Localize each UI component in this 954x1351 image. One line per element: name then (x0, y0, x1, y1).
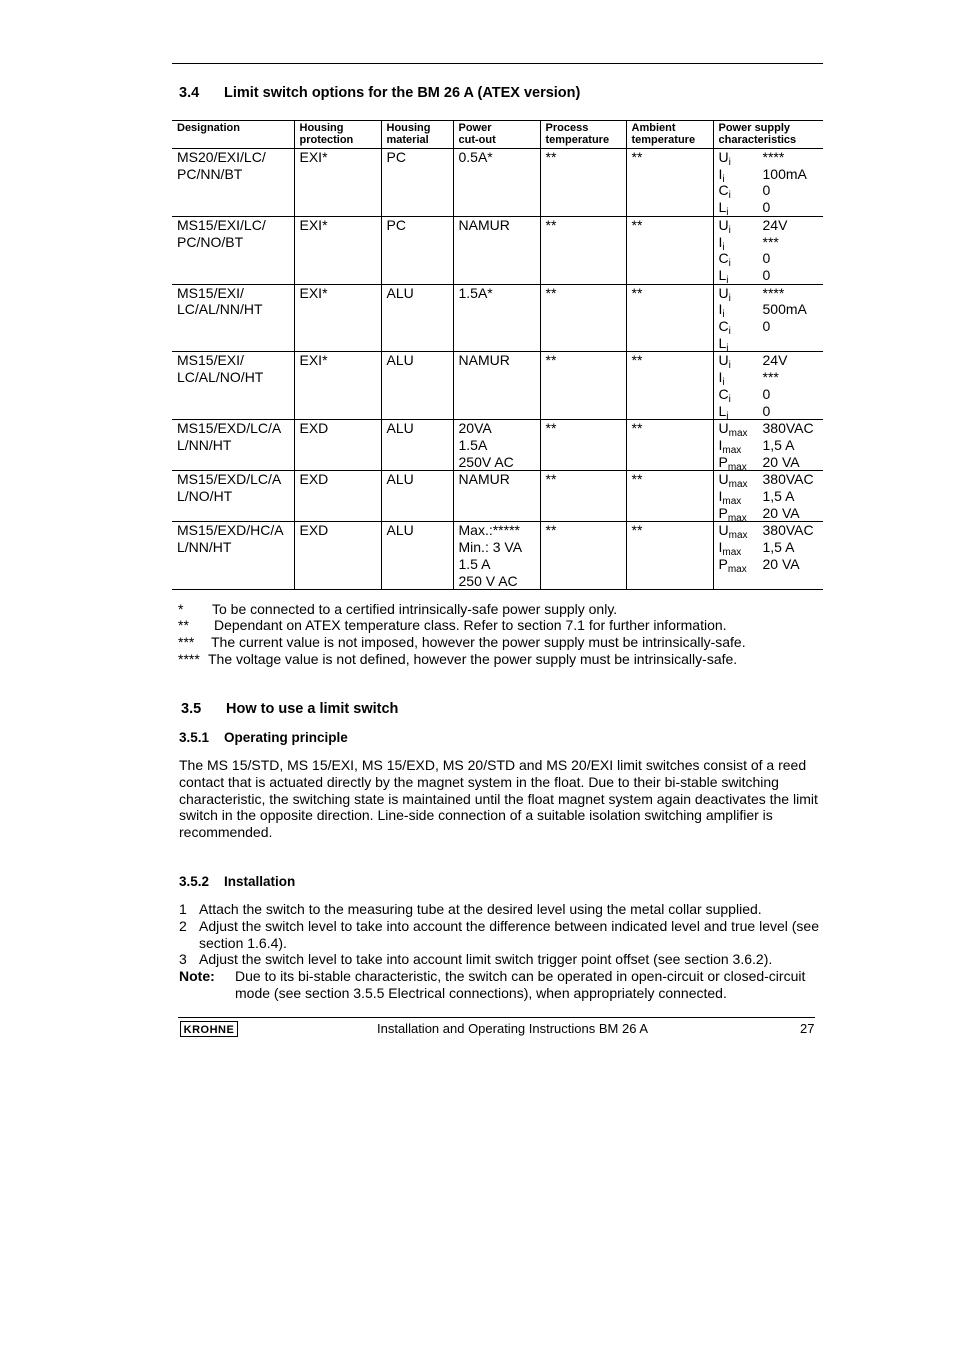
section-3-5-2-heading (179, 874, 295, 889)
power-parameter (718, 488, 819, 508)
footnote: **** The voltage value is not defined, however the power supply must be intrinsically-safe. (178, 651, 738, 667)
power-parameter (719, 217, 819, 234)
power-parameter (719, 403, 819, 420)
parameter-value: 20 VA (762, 504, 800, 521)
parameter-symbol: $I_{max}$ (718, 539, 742, 559)
designation-cell: MS15/EXD/HC/A L/NN/HT (172, 522, 294, 590)
power-cutout-cell: NAMUR (453, 352, 540, 420)
parameter-value: 380VAC (762, 420, 814, 437)
ambient-temperature-cell: ** (626, 522, 713, 590)
power-parameter (719, 556, 819, 573)
housing-protection-cell: EXD (294, 420, 381, 471)
limit-switch-table (172, 120, 823, 590)
power-parameter (719, 166, 819, 183)
note-text: Due to its bi-stable characteristic, the switch can be operated in open-circuit or closed-circuit mode (see section 3.5.5 Electrical connections), when appropriately connected. (235, 968, 806, 1001)
power-parameter (718, 250, 819, 270)
section-3-5-heading (181, 701, 398, 717)
power-parameter (718, 420, 819, 440)
header-process-temperature: Process temperature (540, 121, 626, 149)
designation-cell: MS20/EXI/LC/ PC/NN/BT (172, 149, 294, 217)
header-power-cutout: Power cut-out (453, 121, 540, 149)
power-supply-cell (713, 471, 823, 522)
header-rule (172, 63, 823, 64)
designation-cell: MS15/EXI/ LC/AL/NN/HT (172, 284, 294, 352)
parameter-value: 1,5 A (762, 436, 795, 453)
parameter-symbol: $I_{max}$ (718, 488, 742, 508)
table-row (172, 284, 823, 352)
housing-protection-cell: EXI* (294, 284, 381, 352)
ambient-temperature-cell: ** (626, 149, 713, 217)
parameter-value: 20 VA (762, 453, 800, 470)
section-3-5-1-heading (179, 730, 348, 745)
section-number: 3.5.2 (179, 874, 210, 889)
parameter-value: 0 (762, 266, 771, 283)
power-parameter (718, 522, 819, 542)
power-parameter (719, 285, 819, 302)
footnote: * To be connected to a certified intrinsically-safe power supply only. (178, 601, 618, 617)
parameter-symbol: $U_{max}$ (718, 420, 748, 440)
table-row (172, 216, 823, 284)
housing-protection-cell: EXD (294, 522, 381, 590)
parameter-value: 100mA (762, 165, 807, 182)
parameter-value: 1,5 A (762, 539, 795, 556)
footer-rule (178, 1017, 815, 1018)
housing-material-cell: PC (381, 149, 453, 217)
ambient-temperature-cell: ** (626, 420, 713, 471)
ambient-temperature-cell: ** (626, 352, 713, 420)
power-parameter (718, 369, 819, 389)
parameter-symbol: $U_i$ (718, 352, 731, 372)
power-parameter (718, 352, 819, 372)
designation-cell: MS15/EXD/LC/A L/NN/HT (172, 420, 294, 471)
parameter-symbol: $L_i$ (718, 266, 729, 286)
parameter-symbol: $U_i$ (718, 149, 731, 168)
note-label: Note: (179, 968, 215, 984)
power-supply-cell (713, 149, 823, 217)
parameter-value: *** (762, 233, 779, 250)
power-cutout-cell: 1.5A* (453, 284, 540, 352)
header-housing-material: Housing material (381, 121, 453, 149)
parameter-value: 380VAC (762, 471, 814, 488)
parameter-value: 0 (762, 250, 771, 267)
parameter-value: 24V (762, 352, 788, 369)
power-supply-cell (713, 216, 823, 284)
parameter-value: 0 (762, 402, 771, 419)
section-number: 3.5 (181, 701, 202, 717)
power-parameter (719, 386, 819, 403)
power-parameter (719, 267, 819, 284)
header-ambient-temperature: Ambient temperature (626, 121, 713, 149)
power-parameter (719, 454, 819, 471)
parameter-symbol: $L_i$ (718, 402, 729, 422)
parameter-value: **** (762, 149, 785, 165)
parameter-value: 1,5 A (762, 488, 795, 505)
parameter-symbol: $C_i$ (718, 250, 731, 270)
power-parameter (719, 234, 819, 251)
parameter-value: 380VAC (762, 522, 814, 539)
parameter-symbol: $U_{max}$ (718, 471, 748, 491)
header-power-supply: Power supply characteristics (713, 121, 823, 149)
section-title: How to use a limit switch (226, 701, 399, 717)
power-parameter (718, 471, 819, 491)
power-cutout-cell: Max.:***** Min.: 3 VA 1.5 A 250 V AC (453, 522, 540, 590)
header-housing-protection: Housing protection (294, 121, 381, 149)
section-title: Operating principle (224, 730, 348, 745)
footer-title: Installation and Operating Instructions BM 26 A (377, 1021, 648, 1036)
process-temperature-cell: ** (540, 471, 626, 522)
parameter-symbol: $I_i$ (718, 165, 725, 185)
designation-cell: MS15/EXI/ LC/AL/NO/HT (172, 352, 294, 420)
power-parameter (719, 149, 819, 166)
ambient-temperature-cell: ** (626, 284, 713, 352)
power-parameter (719, 505, 819, 522)
section-number: 3.5.1 (179, 730, 210, 745)
parameter-symbol: $U_i$ (718, 216, 731, 236)
power-cutout-cell: 20VA 1.5A 250V AC (453, 420, 540, 471)
power-parameter (718, 199, 819, 219)
table-row (172, 352, 823, 420)
process-temperature-cell: ** (540, 352, 626, 420)
power-cutout-cell: 0.5A* (453, 149, 540, 217)
parameter-symbol: $I_i$ (718, 369, 725, 389)
table-row (172, 149, 823, 217)
parameter-symbol: $P_{max}$ (718, 504, 747, 524)
parameter-symbol: $U_{max}$ (718, 522, 748, 542)
footnote: ** Dependant on ATEX temperature class. Refer to section 7.1 for further information. (178, 617, 727, 633)
housing-protection-cell: EXI* (294, 149, 381, 217)
power-supply-cell (713, 522, 823, 590)
power-supply-cell (713, 284, 823, 352)
parameter-symbol: $U_i$ (718, 284, 731, 304)
parameter-value: 20 VA (762, 555, 800, 572)
process-temperature-cell: ** (540, 420, 626, 471)
designation-cell: MS15/EXD/LC/A L/NO/HT (172, 471, 294, 522)
power-parameter (718, 301, 819, 321)
footnote: *** The current value is not imposed, however the power supply must be intrinsically-safe. (178, 634, 746, 650)
designation-cell: MS15/EXI/LC/ PC/NO/BT (172, 216, 294, 284)
parameter-value: 0 (762, 182, 771, 199)
parameter-value: 500mA (762, 301, 807, 318)
parameter-symbol: $C_i$ (718, 182, 731, 202)
ambient-temperature-cell: ** (626, 216, 713, 284)
power-cutout-cell: NAMUR (453, 216, 540, 284)
parameter-value: 0 (762, 199, 771, 216)
parameter-symbol: $I_i$ (718, 233, 725, 253)
page-number: 27 (800, 1021, 815, 1036)
housing-material-cell: ALU (381, 352, 453, 420)
power-supply-cell (713, 420, 823, 471)
table-row (172, 522, 823, 590)
parameter-symbol: $C_i$ (718, 318, 731, 338)
parameter-value: **** (762, 284, 785, 301)
housing-material-cell: PC (381, 216, 453, 284)
process-temperature-cell: ** (540, 284, 626, 352)
process-temperature-cell: ** (540, 149, 626, 217)
housing-material-cell: ALU (381, 522, 453, 590)
header-designation: Designation (172, 121, 294, 149)
power-parameter (718, 182, 819, 202)
parameter-value: 0 (762, 385, 771, 402)
housing-material-cell: ALU (381, 471, 453, 522)
section-number: 3.4 (179, 85, 200, 101)
parameter-symbol: $L_i$ (718, 334, 729, 354)
process-temperature-cell: ** (540, 522, 626, 590)
power-parameter (719, 437, 819, 454)
housing-protection-cell: EXD (294, 471, 381, 522)
operating-principle-paragraph: The MS 15/STD, MS 15/EXI, MS 15/EXD, MS 20/STD and MS 20/EXI limit switches consist of a reed contact that is actuated directly by the magnet system in the float. Due to their bi-stable switching characteristic, the switching state is maintained until the float magnet system again deactivates the limit switch in the opposite direction. Line-side connection of a suitable isolation switching amplifier is recommended. (179, 757, 818, 841)
housing-protection-cell: EXI* (294, 216, 381, 284)
parameter-symbol: $I_{max}$ (718, 436, 742, 456)
power-supply-cell (713, 352, 823, 420)
parameter-symbol: $L_i$ (718, 199, 729, 219)
table-row (172, 420, 823, 471)
parameter-value: *** (762, 369, 779, 386)
section-title: Limit switch options for the BM 26 A (ATEX version) (224, 85, 581, 101)
svg-text:KROHNE: KROHNE (183, 1024, 235, 1035)
parameter-value: 0 (762, 318, 771, 335)
ambient-temperature-cell: ** (626, 471, 713, 522)
housing-protection-cell: EXI* (294, 352, 381, 420)
section-3-4-heading (179, 85, 580, 101)
krohne-logo (180, 1021, 238, 1037)
parameter-symbol: $P_{max}$ (718, 453, 747, 473)
power-parameter (718, 318, 819, 338)
table-row (172, 471, 823, 522)
table-header-row (172, 121, 823, 149)
power-parameter (719, 335, 819, 352)
parameter-symbol: $P_{max}$ (718, 555, 747, 575)
housing-material-cell: ALU (381, 284, 453, 352)
housing-material-cell: ALU (381, 420, 453, 471)
power-parameter (718, 539, 819, 559)
parameter-symbol: $I_i$ (718, 301, 725, 321)
parameter-value: 24V (762, 216, 788, 233)
power-cutout-cell: NAMUR (453, 471, 540, 522)
section-title: Installation (224, 874, 296, 889)
parameter-symbol: $C_i$ (718, 385, 731, 405)
process-temperature-cell: ** (540, 216, 626, 284)
